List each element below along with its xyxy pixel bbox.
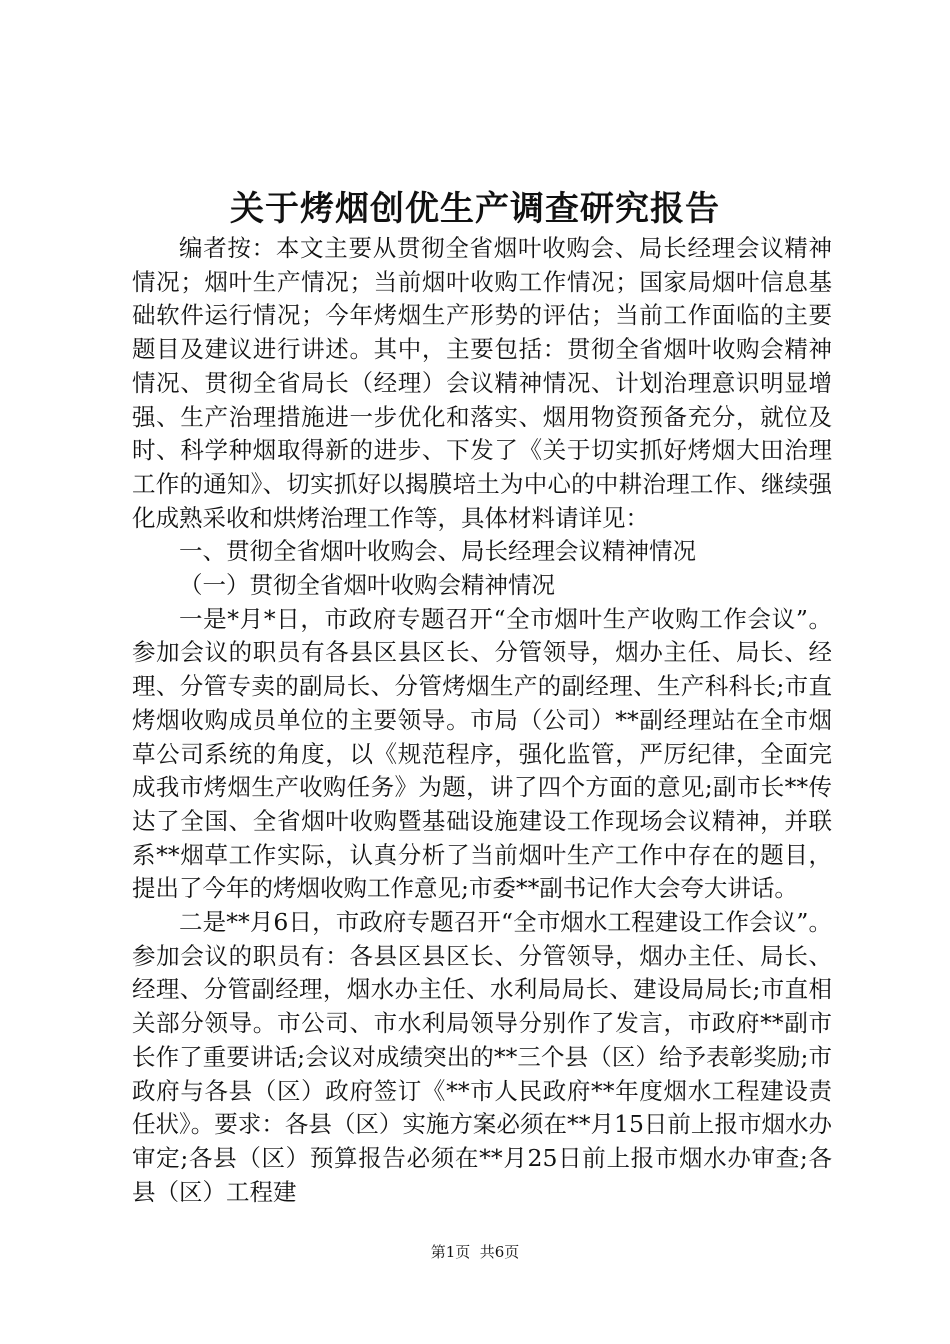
body-paragraph-2: 二是**月6日，市政府专题召开“全市烟水工程建设工作会议”。参加会议的职员有：各县区县区长、分管领导，烟办主任、局长、经理、分管副经理，烟水办主任、水利局局长、建设局局长;市直相关部分领导。市公司、市水利局领导分别作了发言，市政府**副市长作了重要讲话;会议对成绩突出的**三个县（区）给予表彰奖励;市政府与各县（区）政府签订《**市人民政府**年度烟水工程建设责任状》。要求：各县（区）实施方案必须在**月15日前上报市烟水办审定;各县（区）预算报告必须在**月25日前上报市烟水办审查;各县（区）工程建 bbox=[132, 908, 832, 1206]
document-body bbox=[132, 232, 832, 1209]
subsection-heading-1: （一）贯彻全省烟叶收购会精神情况 bbox=[179, 571, 555, 600]
page-footer: 第1页 共6页 bbox=[430, 1243, 520, 1261]
section-heading-1: 一、贯彻全省烟叶收购会、局长经理会议精神情况 bbox=[179, 537, 696, 566]
editor-note-paragraph: 编者按：本文主要从贯彻全省烟叶收购会、局长经理会议精神情况；烟叶生产情况；当前烟叶收购工作情况；国家局烟叶信息基础软件运行情况；今年烤烟生产形势的评估；当前工作面临的主要题目及建议进行讲述。其中，主要包括：贯彻全省烟叶收购会精神情况、贯彻全省局长（经理）会议精神情况、计划治理意识明显增强、生产治理措施进一步优化和落实、烟用物资预备充分，就位及时、科学种烟取得新的进步、下发了《关于切实抓好烤烟大田治理工作的通知》、切实抓好以揭膜培土为中心的中耕治理工作、继续强化成熟采收和烘烤治理工作等，具体材料请详见： bbox=[132, 234, 832, 532]
document-title: 关于烤烟创优生产调查研究报告 bbox=[230, 189, 720, 229]
body-paragraph-1: 一是*月*日，市政府专题召开“全市烟叶生产收购工作会议”。参加会议的职员有各县区县区长、分管领导，烟办主任、局长、经理、分管专卖的副局长、分管烤烟生产的副经理、生产科科长;市直烤烟收购成员单位的主要领导。市局（公司）**副经理站在全市烟草公司系统的角度，以《规范程序，强化监管，严厉纪律，全面完成我市烤烟生产收购任务》为题，讲了四个方面的意见;副市长**传达了全国、全省烟叶收购暨基础设施建设工作现场会议精神，并联系**烟草工作实际，认真分析了当前烟叶生产工作中存在的题目，提出了今年的烤烟收购工作意见;市委**副书记作大会夸大讲话。 bbox=[132, 604, 832, 903]
